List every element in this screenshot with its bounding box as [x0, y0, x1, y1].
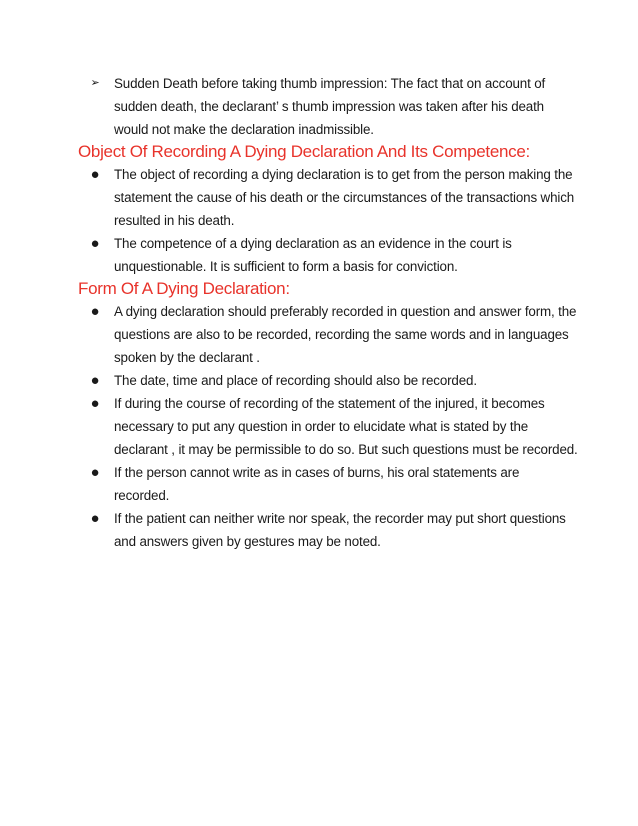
list-item-text: If the patient can neither write nor speak, the recorder may put short questions and answers given by gestures may be noted.: [114, 511, 566, 549]
list-item: [78, 72, 578, 141]
list-item: [78, 461, 578, 507]
list-item: [78, 300, 578, 369]
list-item-text: Sudden Death before taking thumb impression: The fact that on account of sudden death, the declarant’ s thumb impression was taken after his death would not make the declaration inadmissible.: [114, 76, 546, 137]
section-heading-object: Object Of Recording A Dying Declaration And Its Competence:: [78, 142, 530, 161]
bullet-icon: ●: [90, 166, 100, 183]
bullet-icon: ●: [90, 510, 100, 527]
list-item-text: A dying declaration should preferably recorded in question and answer form, the questions are also to be recorded, recording the same words and in languages spoken by the declarant .: [114, 304, 577, 365]
list-item-text: The date, time and place of recording should also be recorded.: [114, 373, 477, 388]
list-item: [78, 392, 578, 461]
list-item: [78, 507, 578, 553]
list-item-text: The competence of a dying declaration as an evidence in the court is unquestionable. It is sufficient to form a basis for conviction.: [114, 236, 512, 274]
list-item: [78, 163, 578, 232]
list-item: [78, 369, 578, 392]
section-heading-form: Form Of A Dying Declaration:: [78, 279, 290, 298]
bullet-icon: ●: [90, 235, 100, 252]
bullet-icon: ●: [90, 303, 100, 320]
bullet-icon: ●: [90, 395, 100, 412]
list-item-text: If the person cannot write as in cases of burns, his oral statements are recorded.: [114, 465, 520, 503]
document-content: [78, 72, 578, 553]
list-item: [78, 232, 578, 278]
object-list: [78, 163, 578, 278]
arrow-bullet-icon: ➢: [90, 77, 100, 89]
form-list: [78, 300, 578, 553]
bullet-icon: ●: [90, 372, 100, 389]
bullet-icon: ●: [90, 464, 100, 481]
list-item-text: If during the course of recording of the statement of the injured, it becomes necessary to put any question in order to elucidate what is stated by the declarant , it may be permissible to do so. But such questions must be recorded.: [114, 396, 578, 457]
intro-list: [78, 72, 578, 141]
list-item-text: The object of recording a dying declaration is to get from the person making the statement the cause of his death or the circumstances of the transactions which resulted in his death.: [114, 167, 575, 228]
